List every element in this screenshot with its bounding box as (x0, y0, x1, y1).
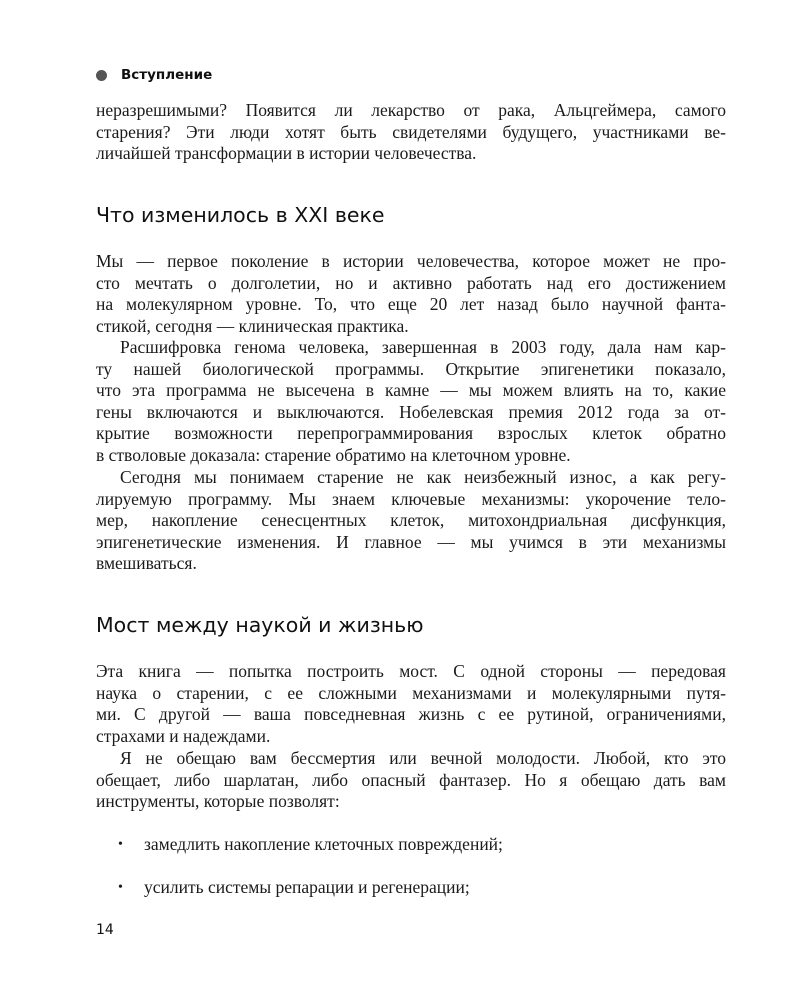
text-line: сто мечтать о долголетии, но и активно работать над его достижением (96, 272, 726, 293)
text-line: что эта программа не высечена в камне — мы можем влиять на то, какие (96, 380, 726, 401)
text-line: наука о старении, с ее сложными механизмами и молекулярными путя- (96, 682, 726, 703)
section1-paragraph-3 (96, 467, 726, 575)
bullet-icon: • (118, 880, 123, 895)
intro-paragraph (96, 100, 726, 165)
section1-paragraph-1 (96, 251, 726, 337)
section-heading-xxi-century: Что изменилось в XXI веке (96, 203, 385, 227)
book-page (96, 0, 726, 1000)
page-number: 14 (96, 922, 114, 938)
text-line: вмешиваться. (96, 553, 197, 574)
text-line: мер, накопление сенесцентных клеток, митохондриальная дисфункция, (96, 510, 726, 531)
text-line: стикой, сегодня — клиническая практика. (96, 315, 409, 336)
text-line: Я не обещаю вам бессмертия или вечной молодости. Любой, кто это (120, 748, 726, 768)
list-item (96, 877, 726, 899)
section2-paragraph-2 (96, 748, 726, 813)
text-line: эпигенетические изменения. И главное — мы учимся в эти механизмы (96, 531, 726, 552)
section-heading-bridge: Мост между наукой и жизнью (96, 613, 424, 637)
running-head-title: Вступление (121, 67, 213, 83)
text-line: Эта книга — попытка построить мост. С одной стороны — передовая (96, 661, 726, 681)
text-line: гены включаются и выключаются. Нобелевская премия 2012 года за от- (96, 401, 726, 422)
text-line: Мы — первое поколение в истории человечества, которое может не про- (96, 251, 726, 271)
text-line: Расшифровка генома человека, завершенная в 2003 году, дала нам кар- (120, 337, 726, 357)
text-line: личайшей трансформации в истории человечества. (96, 143, 477, 164)
bullet-list (96, 834, 726, 856)
text-line: лируемую программу. Мы знаем ключевые механизмы: укорочение тело- (96, 488, 726, 509)
text-line: неразрешимыми? Появится ли лекарство от рака, Альцгеймера, самого (96, 100, 726, 120)
text-line: в стволовые доказала: старение обратимо на клеточном уровне. (96, 444, 571, 465)
section1-paragraph-2 (96, 337, 726, 467)
text-line: страхами и надеждами. (96, 725, 271, 746)
bullet-list (96, 877, 726, 899)
bullet-dot-icon (96, 70, 107, 81)
text-line: ту нашей биологической программы. Открытие эпигенетики показало, (96, 358, 726, 379)
text-line: старения? Эти люди хотят быть свидетелями будущего, участниками ве- (96, 121, 726, 142)
text-line: ми. С другой — ваша повседневная жизнь с ее рутиной, ограничениями, (96, 704, 726, 725)
text-line: на молекулярном уровне. То, что еще 20 лет назад было научной фанта- (96, 294, 726, 315)
text-line: обещает, либо шарлатан, либо опасный фантазер. Но я обещаю дать вам (96, 769, 726, 790)
text-line: крытие возможности перепрограммирования взрослых клеток обратно (96, 423, 726, 444)
section2-paragraph-1 (96, 661, 726, 747)
text-line: Сегодня мы понимаем старение не как неизбежный износ, а как регу- (120, 467, 726, 487)
bullet-icon: • (118, 837, 123, 852)
running-head (96, 67, 212, 83)
list-item-text: замедлить накопление клеточных повреждений; (144, 834, 503, 854)
list-item (96, 834, 726, 856)
list-item-text: усилить системы репарации и регенерации; (144, 877, 470, 897)
text-line: инструменты, которые позволят: (96, 791, 340, 812)
